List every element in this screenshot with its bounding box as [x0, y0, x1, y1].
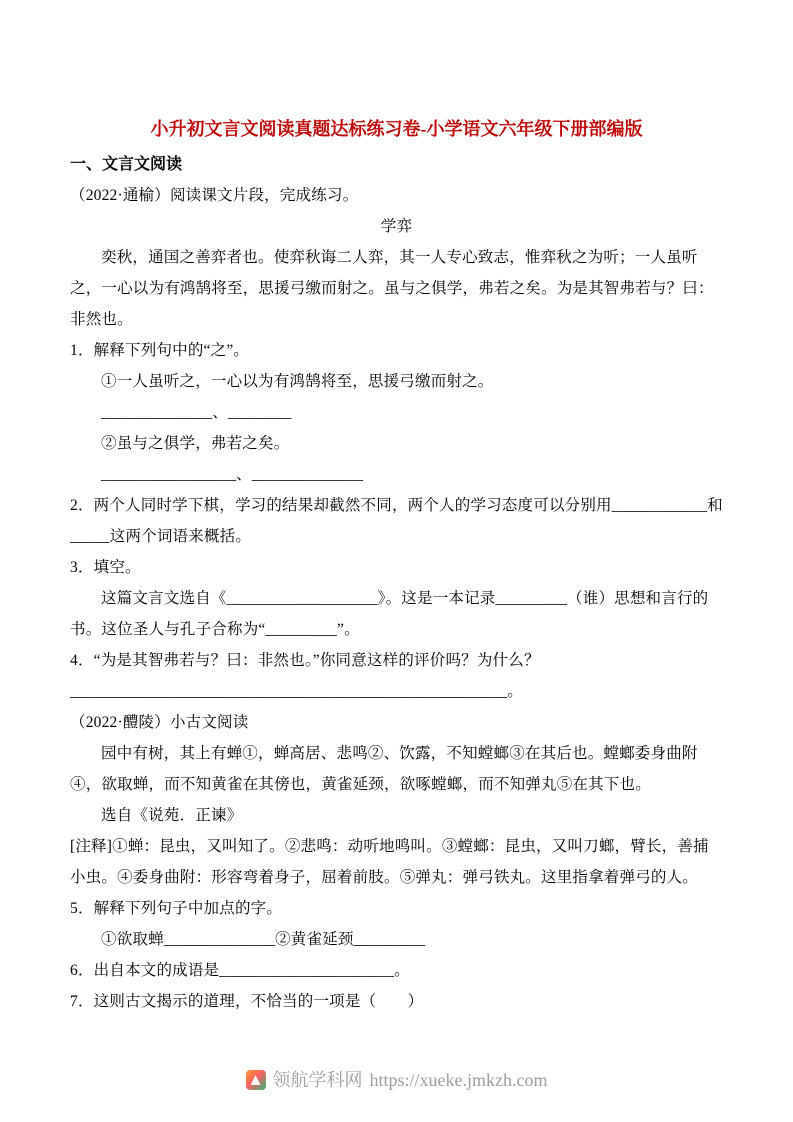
- document-body: [70, 180, 723, 1017]
- footer-url: https://xueke.jmkzh.com: [369, 1070, 548, 1090]
- section-heading: 一、文言文阅读: [70, 156, 183, 173]
- document-line: 这篇文言文选自《___________________》。这是一本记录_________（谁）思想和言行的书。这位圣人与孔子合称为“_________”。: [70, 590, 709, 638]
- document-line: 1．解释下列句中的“之”。: [70, 342, 250, 359]
- document-line: ②虽与之俱学，弗若之矣。: [101, 435, 290, 452]
- document-title: 小升初文言文阅读真题达标练习卷-小学语文六年级下册部编版: [150, 119, 643, 139]
- document-line: 选自《说苑．正谏》: [101, 807, 243, 824]
- document-line: _________________、______________: [101, 466, 364, 483]
- document-line: [注释]①蝉：昆虫，又叫知了。②悲鸣：动听地鸣叫。③螳螂：昆虫，又叫刀螂，臂长，善捕小虫。④委身曲附：形容弯着身子，屈着前肢。⑤弹丸：弹弓铁丸。这里指拿着弹弓的人。: [70, 838, 709, 886]
- document-line: 4．“为是其智弗若与？曰：非然也。”你同意这样的评价吗？为什么？: [70, 652, 540, 669]
- document-line: 6．出自本文的成语是______________________。: [70, 962, 410, 979]
- document-line: ①欲取蝉______________②黄雀延颈_________: [101, 931, 426, 948]
- document-line: 园中有树，其上有蝉①，蝉高居、悲鸣②、饮露，不知螳螂③在其后也。螳螂委身曲附④，欲取蝉，而不知黄雀在其傍也，黄雀延颈，欲啄螳螂，而不知弹丸⑤在其下也。: [70, 745, 698, 793]
- site-logo-icon: [246, 1070, 266, 1090]
- document-line: ______________、________: [101, 404, 292, 421]
- footer-site-name: 领航学科网: [272, 1070, 363, 1090]
- document-line: 5．解释下列句子中加点的字。: [70, 900, 283, 917]
- document-line: ①一人虽听之，一心以为有鸿鹄将至，思援弓缴而射之。: [101, 373, 494, 390]
- footer-watermark: [0, 1068, 793, 1096]
- document-line: _______________________________________________________。: [70, 683, 523, 700]
- document-line: 2．两个人同时学下棋，学习的结果却截然不同，两个人的学习态度可以分别用____________和_____这两个词语来概括。: [70, 497, 723, 545]
- document-line: 7．这则古文揭示的道理，不恰当的一项是（ ）: [70, 993, 424, 1010]
- document-line: 3．填空。: [70, 559, 141, 576]
- document-line: （2022·醴陵）小古文阅读: [70, 714, 249, 731]
- document-line: 奕秋，通国之善弈者也。使弈秋诲二人弈，其一人专心致志，惟弈秋之为听；一人虽听之，一心以为有鸿鹄将至，思援弓缴而射之。虽与之俱学，弗若之矣。为是其智弗若与？曰：非然也。: [70, 249, 714, 328]
- document-line: 学弈: [380, 218, 413, 235]
- document-line: （2022·通榆）阅读课文片段，完成练习。: [70, 187, 359, 204]
